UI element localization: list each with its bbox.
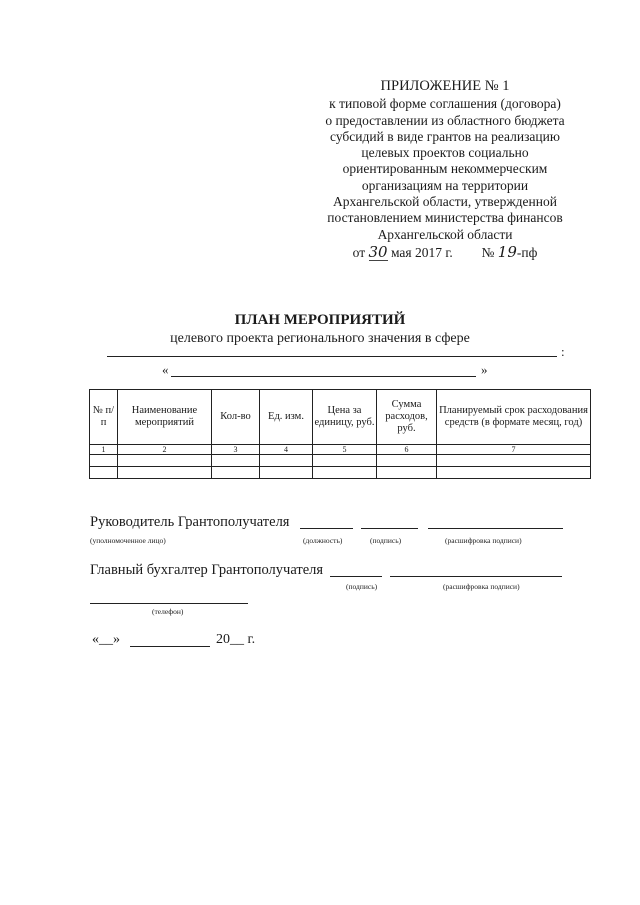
head-signature-line[interactable] (361, 528, 418, 529)
table-cell[interactable] (90, 455, 118, 467)
head-sub-decode: (расшифровка подписи) (445, 536, 522, 545)
date-month-line[interactable] (130, 646, 210, 647)
accountant-label: Главный бухгалтер Грантополучателя (90, 562, 324, 578)
date-rest: мая 2017 г. (390, 244, 453, 260)
page-subtitle: целевого проекта регионального значения в сфере (170, 331, 470, 346)
phone-line[interactable] (90, 603, 248, 604)
table-cell[interactable] (437, 455, 591, 467)
date-day-field[interactable]: «__» (92, 632, 120, 647)
number-handwritten: 19 (497, 242, 517, 261)
column-number: 3 (212, 445, 260, 455)
table-row (90, 455, 591, 467)
appendix-line: организациям на территории (361, 177, 529, 193)
head-decode-line[interactable] (428, 528, 563, 529)
appendix-line: целевых проектов социально (361, 145, 529, 161)
number-suffix: -пф (516, 244, 538, 260)
table-cell[interactable] (437, 467, 591, 479)
header-cell: Наименование мероприятий (118, 390, 212, 445)
header-cell: Планируемый срок расходования средств (в формате месяц, год) (437, 390, 591, 445)
appendix-heading: ПРИЛОЖЕНИЕ № 1 (380, 78, 510, 94)
quote-close: » (481, 362, 488, 377)
sphere-colon: : (561, 344, 565, 359)
column-number: 7 (437, 445, 591, 455)
header-cell: Сумма расходов, руб. (377, 390, 437, 445)
header-cell: № п/п (90, 390, 118, 445)
quote-open: « (162, 362, 169, 377)
table-cell[interactable] (313, 455, 377, 467)
page-title: ПЛАН МЕРОПРИЯТИЙ (234, 312, 406, 328)
table-cell[interactable] (212, 455, 260, 467)
appendix-line: ориентированным некоммерческим (342, 161, 548, 177)
appendix-line: Архангельской области, утвержденной (333, 194, 557, 210)
head-sub-signature: (подпись) (370, 536, 402, 545)
head-sub-position: (должность) (303, 536, 343, 545)
project-name-line (171, 376, 476, 377)
plan-table (89, 389, 591, 479)
table-cell[interactable] (377, 455, 437, 467)
head-position-line[interactable] (300, 528, 353, 529)
table-cell[interactable] (212, 467, 260, 479)
table-row (90, 467, 591, 479)
accountant-sub-decode: (расшифровка подписи) (443, 582, 520, 591)
table-number-row (90, 445, 591, 455)
table-cell[interactable] (313, 467, 377, 479)
table-header-row (90, 390, 591, 445)
phone-label: (телефон) (152, 607, 184, 616)
date-year[interactable]: 20__ г. (216, 632, 256, 647)
column-number: 1 (90, 445, 118, 455)
head-sub-person: (уполномоченное лицо) (90, 536, 166, 545)
column-number: 4 (260, 445, 313, 455)
table-cell[interactable] (377, 467, 437, 479)
appendix-line: Архангельской области (377, 226, 513, 242)
head-label: Руководитель Грантополучателя (90, 514, 290, 530)
header-cell: Кол-во (212, 390, 260, 445)
table-cell[interactable] (260, 467, 313, 479)
column-number: 6 (377, 445, 437, 455)
number-prefix: № (481, 244, 495, 260)
date-day-handwritten: 30 (368, 242, 388, 261)
appendix-line: субсидий в виде грантов на реализацию (330, 128, 560, 144)
table-cell[interactable] (260, 455, 313, 467)
date-prefix: от (352, 244, 366, 260)
header-cell: Цена за единицу, руб. (313, 390, 377, 445)
appendix-line: к типовой форме соглашения (договора) (329, 96, 561, 112)
column-number: 2 (118, 445, 212, 455)
table-cell[interactable] (118, 455, 212, 467)
table-cell[interactable] (118, 467, 212, 479)
table-cell[interactable] (90, 467, 118, 479)
accountant-decode-line[interactable] (390, 576, 562, 577)
accountant-signature-line[interactable] (330, 576, 382, 577)
column-number: 5 (313, 445, 377, 455)
header-cell: Ед. изм. (260, 390, 313, 445)
appendix-line: постановлением министерства финансов (327, 210, 563, 226)
sphere-line (107, 356, 557, 357)
appendix-line: о предоставлении из областного бюджета (325, 112, 565, 128)
appendix-block (300, 78, 590, 261)
appendix-date-line (300, 244, 590, 261)
accountant-sub-signature: (подпись) (346, 582, 378, 591)
